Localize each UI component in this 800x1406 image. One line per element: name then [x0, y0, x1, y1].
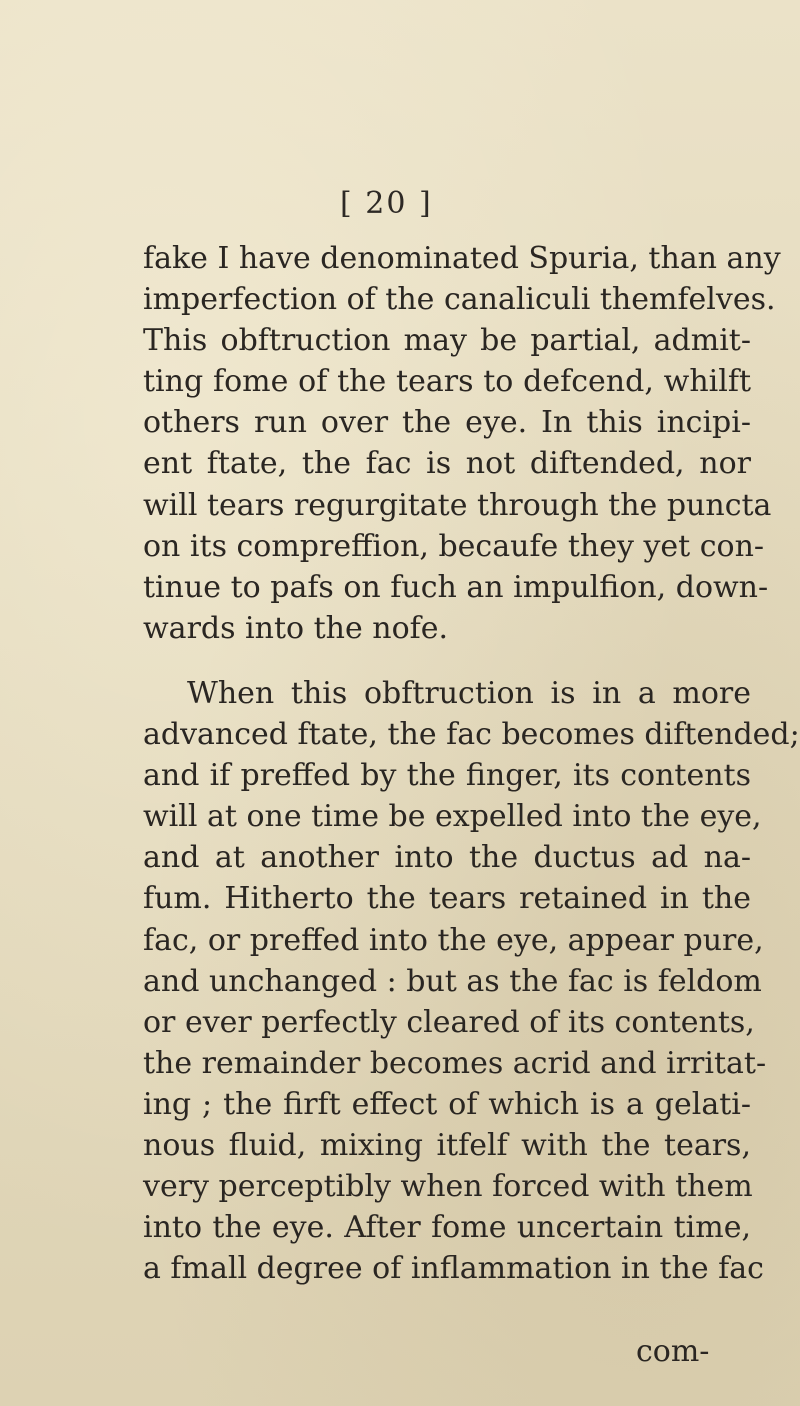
paragraph-spacer	[143, 649, 751, 673]
text-line: wards into the nofe.	[143, 610, 449, 646]
text-line: or ever perfectly cleared of its contents,	[143, 1004, 755, 1040]
text-line: a fmall degree of inflammation in the fac	[143, 1251, 764, 1287]
text-line: will tears regurgitate through the puncta	[143, 487, 772, 523]
page-number: [ 20 ]	[340, 186, 433, 221]
body-text	[143, 238, 800, 1289]
text-line: ting fome of the tears to defcend, whilft	[143, 364, 751, 400]
text-line: fac, or preffed into the eye, appear pure,	[143, 922, 764, 958]
text-line: ent ftate, the fac is not diftended, nor	[143, 446, 751, 482]
text-line: into the eye. After fome uncertain time,	[143, 1210, 751, 1246]
text-line: fake I have denominated Spuria, than any	[143, 241, 781, 276]
text-line: will at one time be expelled into the eye,	[143, 799, 762, 835]
text-line: and if preffed by the finger, its contents	[143, 758, 751, 794]
text-line: fum. Hitherto the tears retained in the	[143, 881, 751, 917]
text-line: When this obftruction is in a more	[187, 675, 751, 711]
text-line: ing ; the firft effect of which is a gelati-	[143, 1086, 751, 1122]
paragraph-2	[143, 673, 800, 1289]
paragraph-1	[143, 238, 781, 649]
text-line: tinue to pafs on fuch an impulfion, down-	[143, 569, 769, 605]
text-line: nous fluid, mixing itfelf with the tears,	[143, 1127, 751, 1163]
catchword: com-	[636, 1334, 710, 1369]
text-line: the remainder becomes acrid and irritat-	[143, 1045, 767, 1081]
text-line: very perceptibly when forced with them	[143, 1169, 753, 1205]
text-line: on its compreffion, becaufe they yet con-	[143, 528, 765, 564]
text-line: This obftruction may be partial, admit-	[143, 323, 751, 359]
text-line: and at another into the ductus ad na-	[143, 840, 751, 876]
text-line: others run over the eye. In this incipi-	[143, 405, 751, 441]
text-line: advanced ftate, the fac becomes diftended;	[143, 717, 800, 753]
text-line: imperfection of the canaliculi themfelves.	[143, 282, 776, 318]
text-line: and unchanged : but as the fac is feldom	[143, 963, 762, 999]
